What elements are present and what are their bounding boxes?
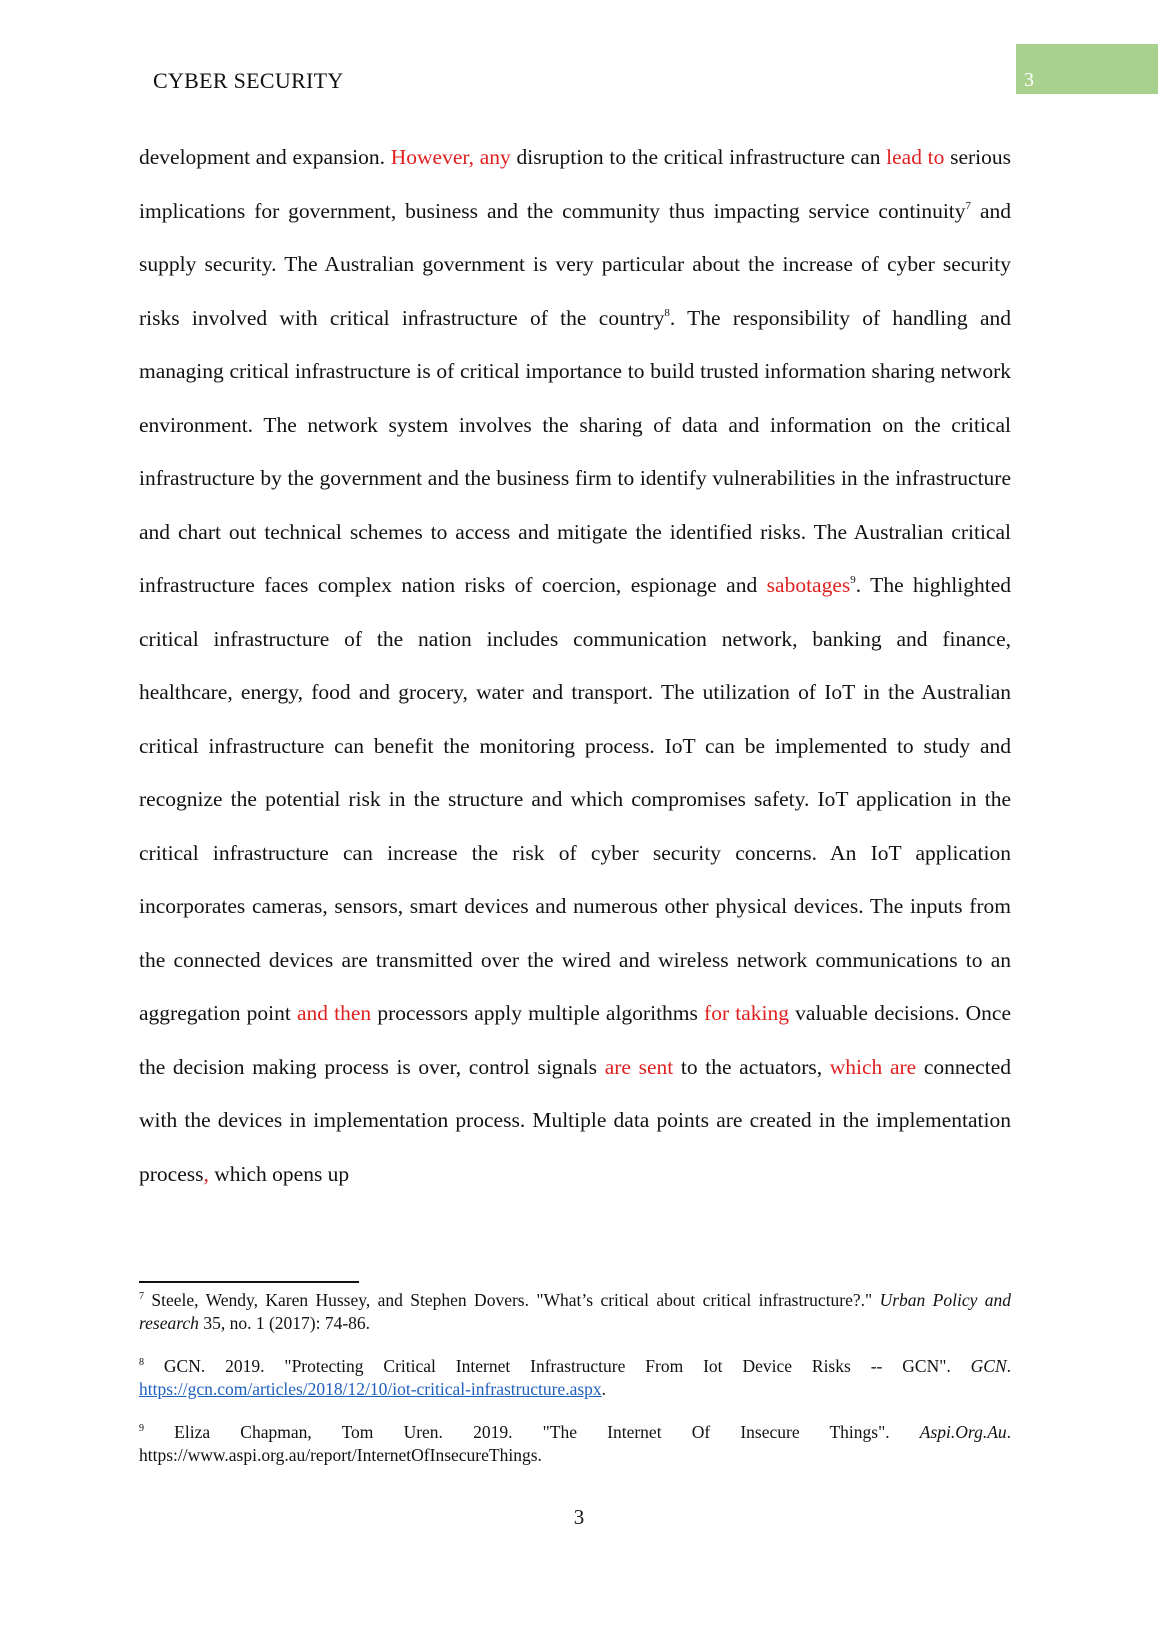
footnote-ref-8[interactable]: 8 <box>664 306 670 319</box>
footnote-7 <box>139 1289 1011 1335</box>
footnote-9 <box>139 1421 1011 1467</box>
tracked-change: and then <box>296 1001 372 1025</box>
body-text-run: . The highlighted critical infrastructure of the nation includes communication network, banking and finance, healthcare, energy, food and grocery, water and transport. The utilization of IoT in the Australian critical infrastructure can benefit the monitoring process. IoT can be implemented to study and recognize the potential risk in the structure and which compromises safety. IoT application in the critical infrastructure can increase the risk of cyber security concerns. An IoT application incorporates cameras, sensors, smart devices and numerous other physical devices. The inputs from the connected devices are transmitted over the wired and wireless network communications to an aggregation point <box>139 573 1011 1025</box>
running-header-title: CYBER SECURITY <box>153 68 344 93</box>
body-text-run: disruption to the critical infrastructure can <box>510 145 887 169</box>
footnote-ref-9[interactable]: 9 <box>850 574 856 586</box>
footnote-text: . https://www.aspi.org.au/report/InternetOfInsecureThings. <box>139 1422 1012 1465</box>
footnote-text: Eliza Chapman, Tom Uren. 2019. "The Internet Of Insecure Things". <box>174 1422 920 1442</box>
page-number: 3 <box>573 1505 585 1529</box>
footnotes-section <box>139 1289 1011 1487</box>
page-number-tab <box>1016 44 1158 94</box>
tracked-change: for taking <box>704 1001 789 1025</box>
tracked-change: lead to <box>886 145 945 169</box>
body-text-run: and supply security. The Australian government is very particular about the increase of cyber security risks involved with critical infrastructure of the country <box>139 198 1011 330</box>
footnote-text: . <box>1006 1356 1012 1376</box>
page-tab-number: 3 <box>1024 69 1034 91</box>
footnote-number: 7 <box>139 1291 144 1302</box>
body-paragraph <box>139 131 1011 1201</box>
body-text-run: which opens up <box>208 1161 350 1186</box>
body-text-run: processors apply multiple algorithms <box>371 1001 705 1025</box>
body-text-run: serious implications for government, business and the community thus impacting service continuity <box>139 145 1011 223</box>
footnote-separator <box>139 1281 359 1283</box>
footnote-source: Aspi.Org.Au <box>919 1422 1007 1442</box>
footnote-ref-7[interactable]: 7 <box>965 199 972 212</box>
body-text-run: valuable decisions. Once the decision making process is over, control signals <box>139 1001 1011 1079</box>
tracked-change: sabotages <box>766 573 851 597</box>
footnote-text: 35, no. 1 (2017): 74-86. <box>198 1313 371 1333</box>
footnote-link[interactable]: https://gcn.com/articles/2018/12/10/iot-critical-infrastructure.aspx <box>139 1379 602 1399</box>
body-text-run: development and expansion. <box>139 145 391 169</box>
footnote-journal: Urban Policy and research <box>139 1290 1011 1333</box>
footnote-number: 9 <box>139 1423 144 1434</box>
body-text-run: . The responsibility of handling and managing critical infrastructure is of critical importance to build trusted information sharing network environment. The network system involves the sharing of data and information on the critical infrastructure by the government and the business firm to identify vulnerabilities in the infrastructure and chart out technical schemes to access and mitigate the identified risks. The Australian critical infrastructure faces complex nation risks of coercion, espionage and <box>139 305 1011 597</box>
tracked-change: which are <box>829 1054 917 1079</box>
footnote-source: GCN <box>970 1356 1007 1376</box>
footnote-text: . <box>601 1379 607 1399</box>
body-text-run: to the actuators, <box>673 1054 830 1079</box>
tracked-change: are sent <box>604 1054 674 1079</box>
footnote-text: GCN. 2019. "Protecting Critical Internet Infrastructure From Iot Device Risks -- GCN". <box>163 1356 971 1376</box>
footnote-number: 8 <box>139 1357 144 1368</box>
body-text-run: connected with the devices in implementation process. Multiple data points are created in the implementation process <box>139 1054 1011 1186</box>
tracked-change: However, any <box>390 145 511 169</box>
footnote-8 <box>139 1355 1011 1401</box>
tracked-change: , <box>203 1161 209 1186</box>
footnote-text: Steele, Wendy, Karen Hussey, and Stephen Dovers. "What’s critical about critical infrastructure?." <box>151 1290 880 1310</box>
